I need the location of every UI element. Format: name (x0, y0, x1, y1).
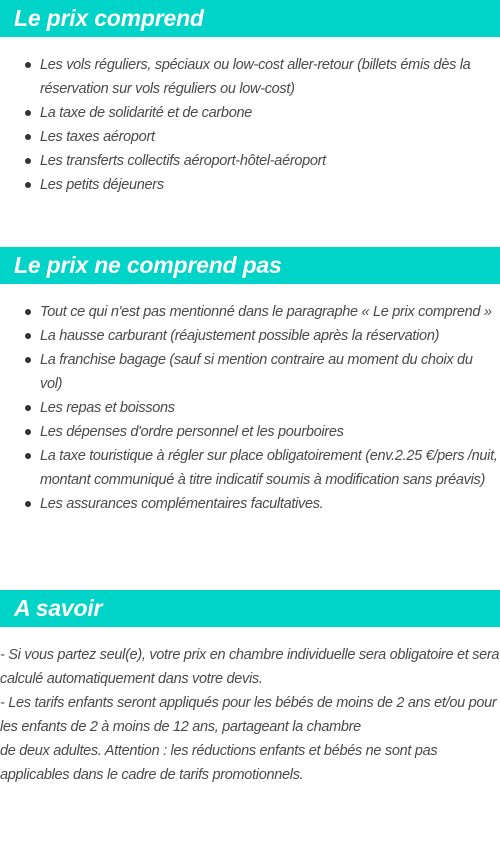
bullet-icon (25, 357, 31, 363)
bullet-icon (25, 309, 31, 315)
list-item: Les transferts collectifs aéroport-hôtel-aéroport (40, 149, 500, 173)
list-item: La franchise bagage (sauf si mention contraire au moment du choix du vol) (40, 348, 500, 396)
info-line: de deux adultes. Attention : les réductions enfants et bébés ne sont pas applicables dans le cadre de tarifs promotionnels. (0, 743, 438, 783)
bullet-icon (25, 501, 31, 507)
bullet-icon (25, 134, 31, 140)
list-item: Tout ce qui n'est pas mentionné dans le paragraphe « Le prix comprend » (40, 300, 500, 324)
bullet-icon (25, 110, 31, 116)
section-title-excluded: Le prix ne comprend pas (0, 247, 500, 284)
list-item: Les taxes aéroport (40, 125, 500, 149)
bullet-icon (25, 62, 31, 68)
included-list (0, 53, 500, 197)
list-item: La taxe touristique à régler sur place obligatoirement (env.2.25 €/pers /nuit, montant communiqué à titre indicatif soumis à modification sans préavis) (40, 444, 500, 492)
section-title-included: Le prix comprend (0, 0, 500, 37)
bullet-icon (25, 333, 31, 339)
bullet-icon (25, 182, 31, 188)
info-line: - Si vous partez seul(e), votre prix en chambre individuelle sera obligatoire et sera calculé automatiquement dans votre devis. (0, 647, 500, 687)
list-item: Les dépenses d'ordre personnel et les pourboires (40, 420, 500, 444)
bullet-icon (25, 453, 31, 459)
list-item: La hausse carburant (réajustement possible après la réservation) (40, 324, 500, 348)
list-item: Les repas et boissons (40, 396, 500, 420)
list-item: Les vols réguliers, spéciaux ou low-cost aller-retour (billets émis dès la réservation sur vols réguliers ou low-cost) (40, 53, 500, 101)
excluded-list (0, 300, 500, 516)
list-item: Les assurances complémentaires facultatives. (40, 492, 500, 516)
bullet-icon (25, 429, 31, 435)
bullet-icon (25, 405, 31, 411)
info-line: - Les tarifs enfants seront appliqués pour les bébés de moins de 2 ans et/ou pour les enfants de 2 à moins de 12 ans, partageant la chambre (0, 695, 497, 735)
info-paragraph (0, 643, 500, 787)
list-item: Les petits déjeuners (40, 173, 500, 197)
bullet-icon (25, 158, 31, 164)
list-item: La taxe de solidarité et de carbone (40, 101, 500, 125)
section-title-know: A savoir (0, 590, 500, 627)
